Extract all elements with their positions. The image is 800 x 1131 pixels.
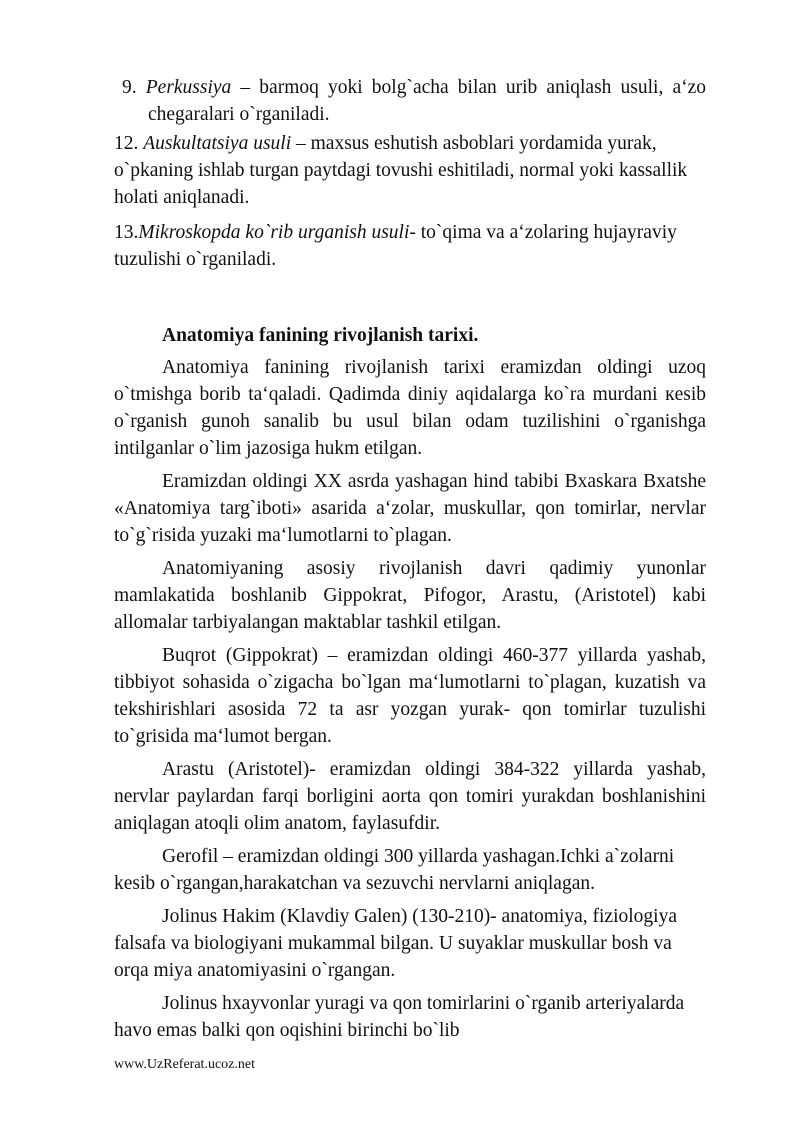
footer-url: www.UzReferat.ucoz.net: [114, 1057, 255, 1072]
list-number: 9.: [122, 77, 137, 98]
paragraph: Jolinus hxayvonlar yuragi va qon tomirlarini o`rganib arteriyalarda havo emas balki qon oqishini birinchi bo`lib: [114, 993, 685, 1041]
paragraph: Jolinus Hakim (Klavdiy Galen) (130-210)- anatomiya, fiziologiya falsafa va biologiyani mukammal bilgan. U suyaklar muskullar bosh va orqa miya anatomiyasini o`rgangan.: [114, 906, 677, 981]
list-item-13: [114, 219, 706, 273]
list-term: Mikroskopda ko`rib urganish usuli: [138, 222, 410, 243]
list-item-9: [114, 74, 706, 128]
list-item-12: [114, 130, 706, 211]
page-content: [114, 74, 706, 1044]
list-number: 13.: [114, 222, 139, 243]
paragraph: Anatomiyaning asosiy rivojlanish davri qadimiy yunonlar mamlakatida boshlanib Gippokrat, Pifogor, Arastu, (Aristotel) kabi allomalar tarbiyalangan maktablar tashkil etilgan.: [114, 558, 706, 633]
section-title: Anatomiya fanining rivojlanish tarixi.: [162, 325, 479, 346]
paragraph: Buqrot (Gippokrat) – eramizdan oldingi 460-377 yillarda yashab, tibbiyot sohasida o`zigacha bo`lgan ma‘lumotlarni to`plagan, kuzatish va tekshirishlari asosida 72 ta asr yozgan yurak- qon tomirlar tuzulishi to`grisida ma‘lumot bergan.: [114, 645, 706, 747]
list-text: – maxsus eshutish asboblari yordamida yurak, o`pkaning ishlab turgan paytdagi tovushi eshitiladi, normal yoki kassallik holati aniqlanadi.: [114, 133, 688, 208]
paragraph: Eramizdan oldingi XX asrda yashagan hind tabibi Bxaskara Bxatshe «Anatomiya targ`iboti» asarida a‘zolar, muskullar, qon tomirlar, nervlar to`g`risida yuzaki ma‘lumotlarni to`plagan.: [114, 471, 706, 546]
list-term: Perkussiya: [145, 77, 232, 98]
list-term: Auskultatsiya usuli: [143, 133, 292, 154]
paragraph: Gerofil – eramizdan oldingi 300 yillarda yashagan.Ichki a`zolarni kesib o`rgangan,harakatchan va sezuvchi nervlarni aniqlagan.: [114, 846, 675, 894]
list-number: 12.: [114, 133, 139, 154]
list-text: - to`qima va a‘zolaring hujayraviy tuzulishi o`rganiladi.: [114, 222, 677, 270]
list-text: – barmoq yoki bolg`acha bilan urib aniqlash usuli, a‘zo chegaralari o`rganiladi.: [148, 77, 706, 125]
paragraph: Arastu (Aristotel)- eramizdan oldingi 384-322 yillarda yashab, nervlar paylardan farqi borligini aorta qon tomiri yurakdan boshlanishini aniqlagan atoqli olim anatom, faylasufdir.: [114, 759, 706, 834]
paragraph: Anatomiya fanining rivojlanish tarixi eramizdan oldingi uzoq o`tmishga borib ta‘qaladi. Qadimda diniy aqidalarga ko`ra murdani кesib o`rganish gunoh sanalib bu usul bilan odam tuzilishini o`rganishga intilganlar o`lim jazosiga hukm etilgan.: [114, 357, 706, 459]
